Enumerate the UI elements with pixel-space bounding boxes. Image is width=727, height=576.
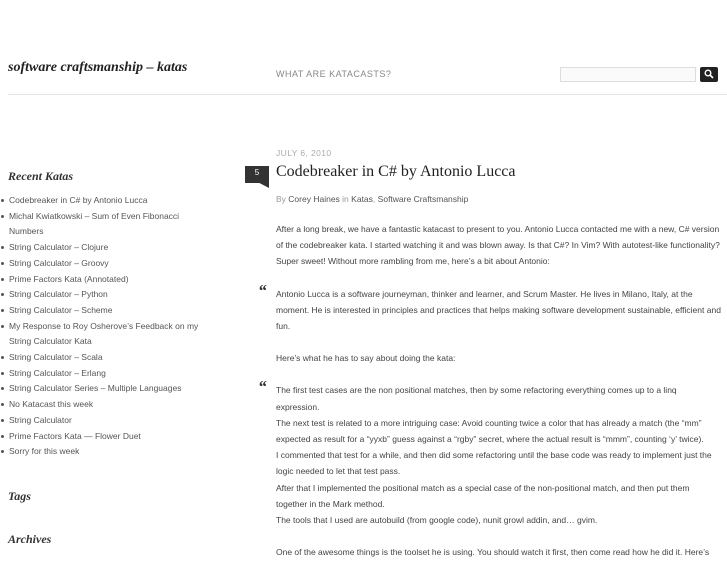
list-item: [0, 413, 215, 429]
bullet-icon: [1, 199, 4, 202]
quote-text: Antonio Lucca is a software journeyman, thinker and learner, and Scrum Master. He lives in Milano, Italy, at the moment. He is interested in principles and practices that helps making software development sustainable, efficient and fun.: [276, 288, 721, 332]
post-meta: [276, 194, 468, 204]
bullet-icon: [1, 403, 4, 406]
recent-katas-title: Recent Katas: [8, 169, 73, 183]
post-paragraph: One of the awesome things is the toolset he is using. You should watch it first, then come read how he did it. Here’s: [276, 547, 710, 558]
category-link-software-craftsmanship[interactable]: Software Craftsmanship: [377, 194, 469, 204]
recent-kata-link[interactable]: String Calculator – Erlang: [9, 367, 106, 378]
list-item: [0, 366, 215, 382]
recent-katas-list: [0, 193, 215, 460]
bullet-icon: [1, 278, 4, 281]
archives-title: Archives: [8, 532, 52, 546]
recent-kata-link[interactable]: No Katacast this week: [9, 399, 94, 410]
recent-kata-link[interactable]: String Calculator – Python: [9, 289, 108, 300]
recent-kata-link[interactable]: Codebreaker in C# by Antonio Lucca: [9, 195, 148, 205]
bullet-icon: [1, 309, 4, 312]
recent-kata-link[interactable]: String Calculator – Scala: [9, 352, 103, 363]
meta-by-label: By: [276, 194, 286, 204]
recent-kata-link[interactable]: String Calculator – Scheme: [9, 304, 113, 315]
recent-kata-link[interactable]: Prime Factors Kata (Annotated): [9, 273, 129, 284]
list-item: [0, 397, 215, 413]
recent-kata-link[interactable]: String Calculator Series – Multiple Languages: [9, 383, 182, 394]
search-button[interactable]: [700, 67, 718, 82]
bullet-icon: [1, 262, 4, 265]
list-item: [0, 319, 215, 350]
recent-kata-link[interactable]: String Calculator: [9, 414, 72, 425]
post-paragraph: Here’s what he has to say about doing the kata:: [276, 353, 456, 364]
recent-kata-link[interactable]: My Response to Roy Osherove’s Feedback on my String Calculator Kata: [9, 320, 199, 347]
quote-mark-icon: “: [258, 280, 267, 300]
list-item: [0, 193, 215, 209]
post-paragraph: After a long break, we have a fantastic katacast to present to you. Antonio Lucca contacted me with a new, C# version of the codebreaker kata. I started watching it and was blown away. Is that C#? In Vim? With autotest-like functionality? Super sweet! Without more rambling from me, here’s a bit about Antonio:: [276, 224, 720, 267]
bullet-icon: [1, 356, 4, 359]
meta-in-label: in: [342, 194, 349, 204]
recent-kata-link[interactable]: Sorry for this week: [9, 446, 80, 457]
recent-kata-link[interactable]: Michal Kwiatkowski – Sum of Even Fibonacci Numbers: [9, 210, 180, 237]
quote-line: I commented that test for a while, and then did some refactoring until the base code was ready to implement just the logic needed to let that test pass.: [276, 450, 712, 477]
category-separator: ,: [372, 194, 376, 204]
header-divider: [8, 94, 727, 95]
bullet-icon: [1, 450, 4, 453]
recent-kata-link[interactable]: String Calculator – Groovy: [9, 257, 109, 268]
category-link-katas[interactable]: Katas: [351, 194, 373, 204]
quote-line: The first test cases are the non positional matches, then by some refactoring everything comes up to a linq expression.: [276, 385, 677, 412]
search-input[interactable]: [560, 67, 696, 82]
bullet-icon: [1, 325, 4, 328]
site-title[interactable]: software craftsmanship – katas: [8, 60, 188, 75]
bullet-icon: [1, 372, 4, 375]
search-icon: [704, 69, 714, 79]
post-title[interactable]: Codebreaker in C# by Antonio Lucca: [276, 163, 516, 180]
bullet-icon: [1, 293, 4, 296]
comment-count-badge[interactable]: 5: [245, 166, 269, 183]
recent-kata-link[interactable]: Prime Factors Kata — Flower Duet: [9, 430, 141, 441]
blockquote: [258, 377, 721, 528]
quote-mark-icon: “: [258, 377, 267, 397]
quote-line: After that I implemented the positional match as a special case of the non-positional match, and then put them together in the Mark method.: [276, 482, 690, 509]
bullet-icon: [1, 419, 4, 422]
list-item: [0, 209, 215, 240]
tags-title: Tags: [8, 489, 31, 503]
bullet-icon: [1, 246, 4, 249]
list-item: [0, 272, 215, 288]
quote-line: The next test is related to a more intriguing case: Avoid counting twice a color that has already a match (the “mm” expected as result for a “yyxb” guess against a “rgby” secret, where the actual result is “mmm”, counting ‘y’ twice).: [276, 417, 704, 445]
recent-kata-link[interactable]: String Calculator – Clojure: [9, 242, 109, 253]
list-item: [0, 256, 215, 272]
post-content: [258, 221, 721, 576]
nav-link-what-are-katacasts[interactable]: WHAT ARE KATACASTS?: [276, 69, 392, 79]
quote-line: The tools that I used are autobuild (from google code), nunit growl addin, and… gvim.: [276, 515, 598, 526]
list-item: [0, 240, 215, 256]
blockquote: [258, 280, 721, 335]
list-item: [0, 350, 215, 366]
bullet-icon: [1, 387, 4, 390]
bullet-icon: [1, 435, 4, 438]
author-link[interactable]: Corey Haines: [288, 194, 340, 204]
post-date: JULY 6, 2010: [276, 148, 332, 158]
list-item: [0, 381, 215, 397]
list-item: [0, 429, 215, 445]
list-item: [0, 287, 215, 303]
list-item: [0, 444, 215, 460]
bullet-icon: [1, 215, 4, 218]
list-item: [0, 303, 215, 319]
